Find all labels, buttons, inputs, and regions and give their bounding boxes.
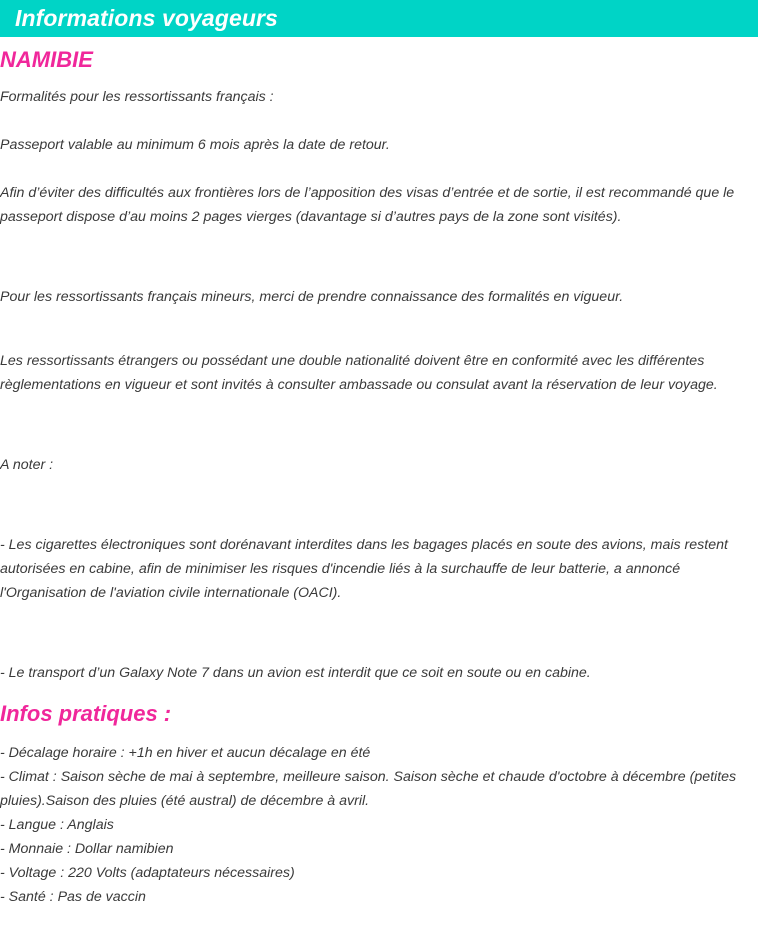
- list-item: - Santé : Pas de vaccin: [0, 889, 146, 905]
- formalites-intro: Formalités pour les ressortissants français :: [0, 89, 274, 105]
- spacer: [0, 157, 758, 181]
- formalites-pages: Afin d’éviter des difficultés aux frontières lors de l’apposition des visas d’entrée et de sortie, il est recommandé que le passeport dispose d’au moins 2 pages vierges (davantage si d’autres pays de la zone sont visités).: [0, 185, 735, 225]
- formalites-cigarettes: - Les cigarettes électroniques sont dorénavant interdites dans les bagages placés en soute des avions, mais restent autorisées en cabine, afin de minimiser les risques d'incendie liés à la surchauffe de leur batterie, a annoncé l'Organisation de l'aviation civile internationale (OACI).: [0, 537, 728, 601]
- spacer: [0, 309, 758, 349]
- list-item: - Voltage : 220 Volts (adaptateurs nécessaires): [0, 865, 295, 881]
- formalites-passeport: Passeport valable au minimum 6 mois après la date de retour.: [0, 137, 390, 153]
- header-bar: [0, 0, 758, 37]
- country-title: NAMIBIE: [0, 47, 93, 72]
- list-item: - Décalage horaire : +1h en hiver et aucun décalage en été: [0, 745, 371, 761]
- spacer: [0, 229, 758, 285]
- spacer: [0, 109, 758, 133]
- formalites-galaxy: - Le transport d’un Galaxy Note 7 dans un avion est interdit que ce soit en soute ou en cabine.: [0, 665, 591, 681]
- list-item: - Climat : Saison sèche de mai à septembre, meilleure saison. Saison sèche et chaude d'octobre à décembre (petites pluies).Saison des pluies (été austral) de décembre à avril.: [0, 769, 737, 809]
- main-content: [0, 47, 758, 909]
- spacer: [0, 477, 758, 533]
- formalites-etrangers: Les ressortissants étrangers ou possédant une double nationalité doivent être en conformité avec les différentes règlementations en vigueur et sont invités à consulter ambassade ou consulat avant la réservation de leur voyage.: [0, 353, 718, 393]
- formalites-a-noter: A noter :: [0, 457, 54, 473]
- spacer: [0, 605, 758, 661]
- formalites-mineurs: Pour les ressortissants français mineurs, merci de prendre connaissance des formalités en vigueur.: [0, 289, 624, 305]
- list-item: - Langue : Anglais: [0, 817, 114, 833]
- infos-pratiques-title: Infos pratiques :: [0, 701, 172, 726]
- spacer: [0, 397, 758, 453]
- page-title: Informations voyageurs: [15, 5, 278, 31]
- list-item: - Monnaie : Dollar namibien: [0, 841, 174, 857]
- infos-pratiques-list: [0, 741, 758, 909]
